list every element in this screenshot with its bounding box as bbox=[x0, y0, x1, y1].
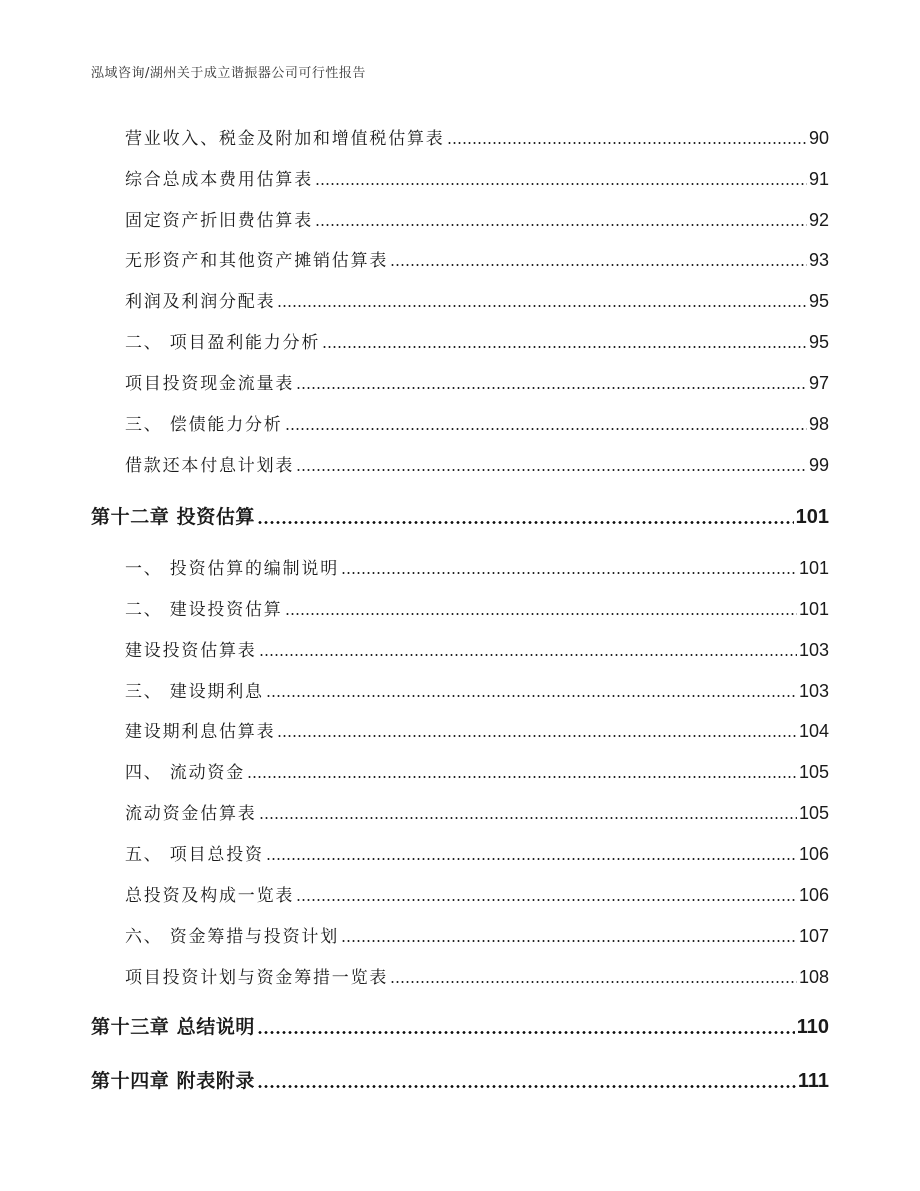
toc-leader-dots bbox=[257, 1084, 796, 1088]
toc-entry-title: 利润及利润分配表 bbox=[125, 292, 276, 312]
toc-entry-title: 流动资金估算表 bbox=[125, 804, 257, 824]
toc-entry[interactable] bbox=[125, 554, 829, 579]
toc-entry[interactable] bbox=[125, 451, 829, 476]
toc-leader-dots bbox=[266, 856, 797, 860]
toc-entry-page: 106 bbox=[798, 885, 829, 905]
toc-leader-dots bbox=[315, 222, 807, 226]
toc-entry-page: 101 bbox=[798, 558, 829, 578]
toc-entry-page: 92 bbox=[808, 210, 829, 230]
running-header: 泓域咨询/湖州关于成立谐振器公司可行性报告 bbox=[91, 66, 366, 81]
toc-leader-dots bbox=[259, 652, 797, 656]
toc-leader-dots bbox=[266, 693, 797, 697]
toc-entry-title: 三、 建设期利息 bbox=[125, 682, 264, 702]
toc-entry-title: 综合总成本费用估算表 bbox=[125, 170, 313, 190]
toc-entry[interactable] bbox=[125, 410, 829, 435]
toc-entry-page: 90 bbox=[808, 128, 829, 148]
toc-entry-title: 无形资产和其他资产摊销估算表 bbox=[125, 251, 389, 271]
toc-entry-page: 98 bbox=[808, 414, 829, 434]
toc-chapter-entry[interactable] bbox=[91, 1066, 829, 1093]
toc-entry[interactable] bbox=[125, 799, 829, 824]
toc-leader-dots bbox=[296, 897, 797, 901]
toc-entry-title: 总投资及构成一览表 bbox=[125, 886, 295, 906]
toc-entry[interactable] bbox=[125, 881, 829, 906]
toc-entry[interactable] bbox=[125, 165, 829, 190]
toc-entry[interactable] bbox=[125, 717, 829, 742]
toc-entry-page: 99 bbox=[808, 455, 829, 475]
toc-entry-page: 103 bbox=[798, 681, 829, 701]
toc-entry-page: 105 bbox=[798, 762, 829, 782]
toc-chapter-title: 第十二章 投资估算 bbox=[91, 506, 256, 528]
toc-entry-title: 项目投资现金流量表 bbox=[125, 374, 295, 394]
toc-entry[interactable] bbox=[125, 840, 829, 865]
toc-entry-title: 五、 项目总投资 bbox=[125, 845, 264, 865]
toc-entry-title: 二、 项目盈利能力分析 bbox=[125, 333, 321, 353]
toc-chapter-title: 第十三章 总结说明 bbox=[91, 1016, 256, 1038]
toc-entry[interactable] bbox=[125, 758, 829, 783]
toc-entry-title: 三、 偿债能力分析 bbox=[125, 415, 283, 435]
toc-entry-page: 106 bbox=[798, 844, 829, 864]
toc-entry-page: 105 bbox=[798, 803, 829, 823]
toc-entry[interactable] bbox=[125, 328, 829, 353]
toc-entry-title: 借款还本付息计划表 bbox=[125, 456, 295, 476]
toc-entry[interactable] bbox=[125, 246, 829, 271]
toc-entry[interactable] bbox=[125, 287, 829, 312]
toc-entry-title: 营业收入、税金及附加和增值税估算表 bbox=[125, 129, 445, 149]
toc-leader-dots bbox=[285, 611, 797, 615]
toc-entry-page: 95 bbox=[808, 291, 829, 311]
toc-entry-title: 建设投资估算表 bbox=[125, 641, 257, 661]
toc-entry-page: 97 bbox=[808, 373, 829, 393]
toc-entry-page: 104 bbox=[798, 721, 829, 741]
toc-leader-dots bbox=[285, 426, 807, 430]
toc-leader-dots bbox=[315, 181, 807, 185]
toc-entry-page: 103 bbox=[798, 640, 829, 660]
toc-leader-dots bbox=[390, 979, 797, 983]
toc-chapter-page: 111 bbox=[797, 1070, 829, 1092]
toc-entry-title: 一、 投资估算的编制说明 bbox=[125, 559, 340, 579]
toc-entry-page: 91 bbox=[808, 169, 829, 189]
toc-entry-page: 101 bbox=[798, 599, 829, 619]
toc-entry-page: 93 bbox=[808, 250, 829, 270]
toc-entry-title: 六、 资金筹措与投资计划 bbox=[125, 927, 340, 947]
toc-entry-title: 四、 流动资金 bbox=[125, 763, 246, 783]
toc-chapter-entry[interactable] bbox=[91, 502, 829, 529]
toc-leader-dots bbox=[257, 520, 794, 524]
toc-entry-title: 二、 建设投资估算 bbox=[125, 600, 283, 620]
toc-entry-title: 项目投资计划与资金筹措一览表 bbox=[125, 968, 389, 988]
toc-entry[interactable] bbox=[125, 206, 829, 231]
toc-entry[interactable] bbox=[125, 677, 829, 702]
toc-entry[interactable] bbox=[125, 595, 829, 620]
toc-chapter-entry[interactable] bbox=[91, 1012, 829, 1039]
toc-entry[interactable] bbox=[125, 636, 829, 661]
toc-leader-dots bbox=[296, 467, 807, 471]
toc-entry[interactable] bbox=[125, 124, 829, 149]
toc-leader-dots bbox=[390, 262, 807, 266]
toc-chapter-title: 第十四章 附表附录 bbox=[91, 1070, 256, 1092]
toc-leader-dots bbox=[341, 938, 797, 942]
toc-entry[interactable] bbox=[125, 963, 829, 988]
toc-entry-page: 107 bbox=[798, 926, 829, 946]
toc-leader-dots bbox=[341, 570, 797, 574]
toc-leader-dots bbox=[247, 774, 797, 778]
toc-entry-page: 95 bbox=[808, 332, 829, 352]
toc-leader-dots bbox=[277, 733, 797, 737]
toc-leader-dots bbox=[277, 303, 807, 307]
toc-chapter-page: 110 bbox=[796, 1016, 829, 1038]
toc-chapter-page: 101 bbox=[795, 506, 829, 528]
toc-entry-title: 固定资产折旧费估算表 bbox=[125, 211, 313, 231]
toc-leader-dots bbox=[447, 140, 807, 144]
toc-leader-dots bbox=[257, 1030, 795, 1034]
toc-entry[interactable] bbox=[125, 369, 829, 394]
toc-leader-dots bbox=[322, 344, 807, 348]
toc-entry-page: 108 bbox=[798, 967, 829, 987]
toc-leader-dots bbox=[296, 385, 807, 389]
toc-leader-dots bbox=[259, 815, 797, 819]
toc-entry[interactable] bbox=[125, 922, 829, 947]
toc-entry-title: 建设期利息估算表 bbox=[125, 722, 276, 742]
